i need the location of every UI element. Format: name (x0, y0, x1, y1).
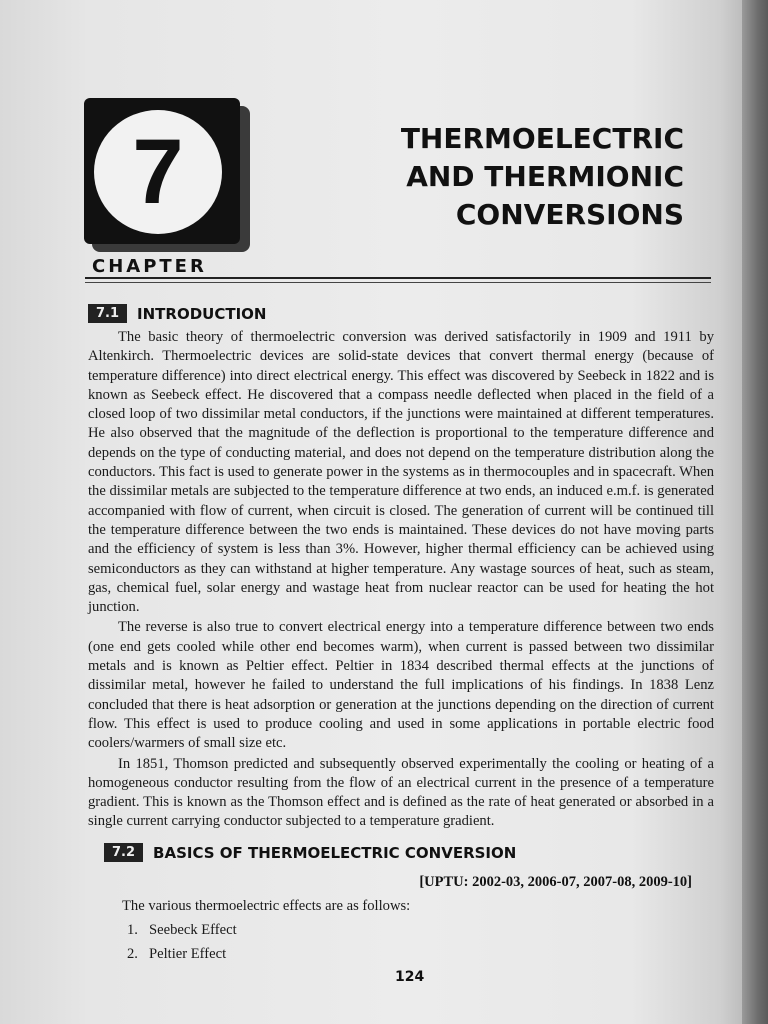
header-rule-thin (85, 282, 711, 283)
effects-list (127, 918, 237, 966)
chapter-number: 7 (132, 121, 184, 223)
chapter-title-line-3: CONVERSIONS (455, 198, 684, 231)
paragraph: The reverse is also true to convert electrical energy into a temperature difference between two ends (one end gets cooled while other end becomes warm), when current is passed between two dissimilar metals and is known as Peltier effect. Peltier in 1834 described thermal effects at the junctions of dissimilar metal, however he failed to understand the full implications of his findings. In 1838 Lenz concluded that there is heat adsorption or generation at the junctions depending on the direction of current flow. This effect is used to produce cooling and used in some applications in portable electric food coolers/warmers of small size etc. (88, 619, 714, 752)
exam-reference: [UPTU: 2002-03, 2006-07, 2007-08, 2009-10] (419, 874, 692, 890)
chapter-title (324, 120, 684, 234)
chapter-badge (84, 98, 240, 244)
page-number: 124 (395, 969, 425, 985)
chapter-label: CHAPTER (92, 256, 207, 277)
list-intro: The various thermoelectric effects are as follows: (122, 898, 411, 914)
section-heading-basics (104, 843, 516, 862)
paragraph: In 1851, Thomson predicted and subsequently observed experimentally the cooling or heating of a homogeneous conductor resulting from the flow of an electrical current in the presence of a temperature gradient. This is known as the Thomson effect and is defined as the rate of heat generated or absorbed in a single current carrying conductor subjected to a temperature gradient. (88, 755, 714, 830)
list-item-number: 1. (127, 922, 138, 938)
chapter-title-line-1: THERMOELECTRIC (400, 122, 684, 155)
list-item (127, 918, 237, 942)
section-number-badge: 7.2 (104, 843, 143, 862)
list-item-text: Seebeck Effect (149, 922, 237, 938)
paragraph: The basic theory of thermoelectric conversion was derived satisfactorily in 1909 and 1911 by Altenkirch. Thermoelectric devices are solid-state devices that convert thermal energy (because of temperature difference) into direct electrical energy. This effect was discovered by Seebeck in 1822 and is known as Seebeck effect. He discovered that a compass needle deflected when placed in the field of a closed loop of two dissimilar metal conductors, if the junctions were maintained at different temperatures. He also observed that the magnitude of the deflection is proportional to the temperature difference and depends on the type of conducting material, and does not depend on the temperature distribution along the conductors. This fact is used to generate power in the systems as in thermocouples and in spacecraft. When the dissimilar metals are subjected to the temperature difference at two ends, an induced e.m.f. is generated accompanied with flow of current, when circuit is closed. The generation of current will be continued till the temperature difference between the two ends is maintained. These devices do not have moving parts and the efficiency of system is less than 3%. However, higher thermal efficiency can be achieved using semiconductors as they can withstand at higher temperature. Any wastage sources of heat, such as steam, gas, chemical fuel, solar energy and wastage heat from nuclear reactor can be used for heating the hot junction. (88, 329, 714, 616)
section-heading-introduction (88, 304, 266, 323)
chapter-title-line-2: AND THERMIONIC (406, 160, 684, 193)
section-number-badge: 7.1 (88, 304, 127, 323)
header-rule (85, 277, 711, 279)
introduction-body (88, 328, 714, 832)
list-item-text: Peltier Effect (149, 946, 227, 962)
section-title: BASICS OF THERMOELECTRIC CONVERSION (153, 843, 517, 862)
book-spine-shadow (742, 0, 768, 1024)
chapter-badge-circle (94, 110, 222, 234)
section-title: INTRODUCTION (137, 304, 267, 323)
list-item-number: 2. (127, 946, 138, 962)
list-item (127, 942, 237, 966)
